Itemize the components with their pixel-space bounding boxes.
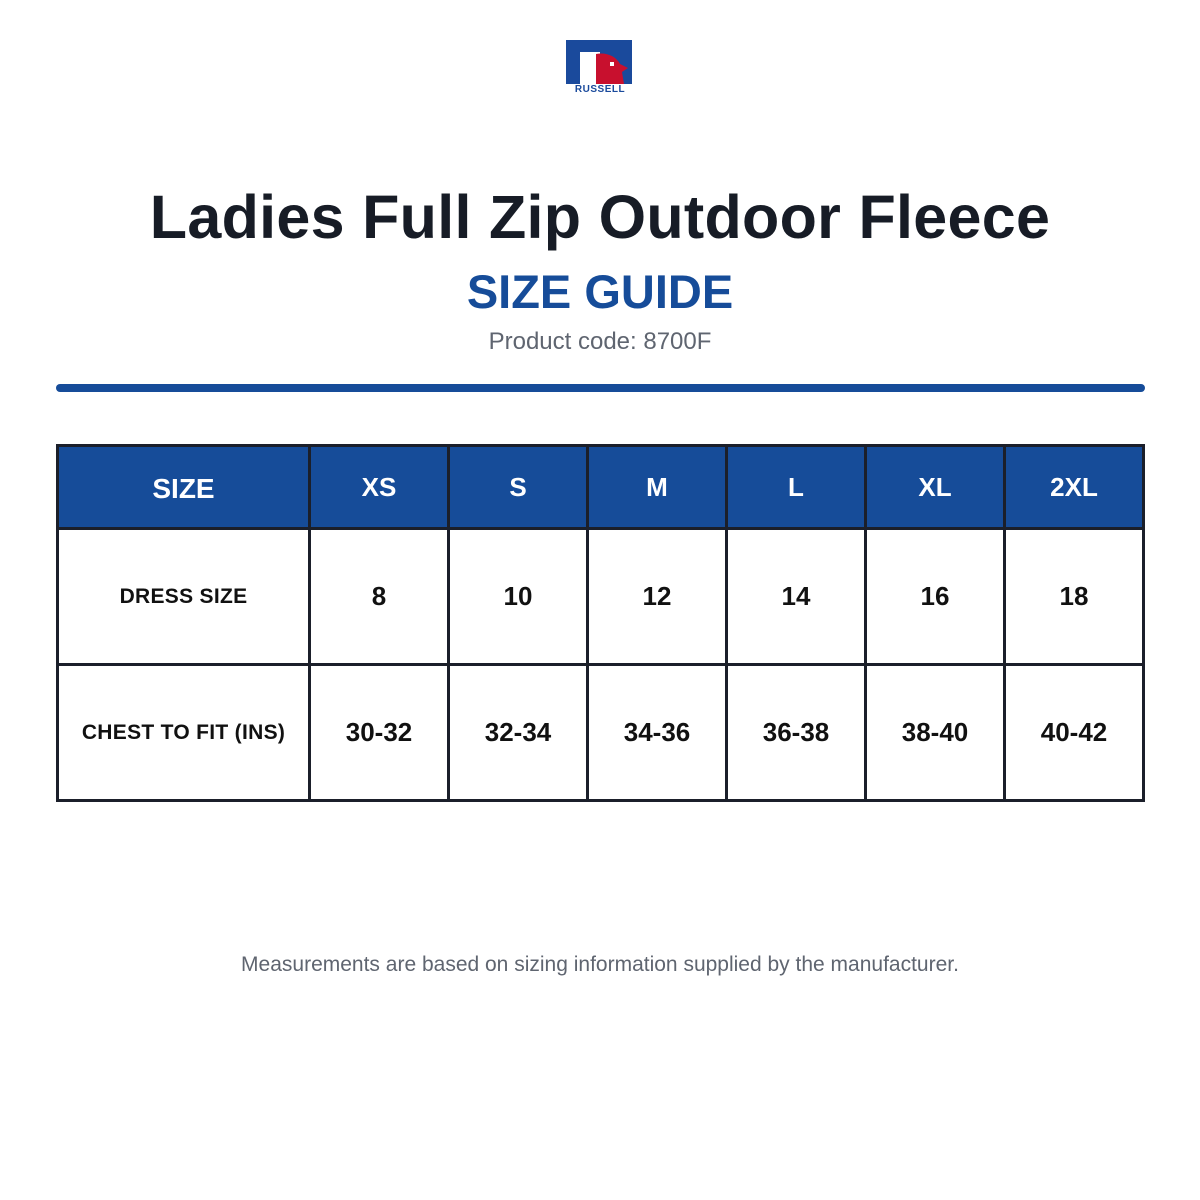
size-table <box>56 444 1145 802</box>
table-row <box>58 529 1144 665</box>
column-header: M <box>588 446 727 529</box>
brand-wordmark: RUSSELL <box>574 84 626 95</box>
table-cell: 30-32 <box>310 665 449 801</box>
table-cell: 36-38 <box>727 665 866 801</box>
table-cell: 14 <box>727 529 866 665</box>
table-row <box>58 665 1144 801</box>
table-cell: 8 <box>310 529 449 665</box>
table-cell: 16 <box>866 529 1005 665</box>
column-header: 2XL <box>1005 446 1144 529</box>
column-header: SIZE <box>58 446 310 529</box>
page-title: Ladies Full Zip Outdoor Fleece <box>149 183 1051 251</box>
column-header: XS <box>310 446 449 529</box>
page-subtitle: SIZE GUIDE <box>466 265 734 318</box>
product-code: Product code: 8700F <box>488 328 712 355</box>
table-header-row <box>58 446 1144 529</box>
row-label: DRESS SIZE <box>58 529 310 665</box>
russell-eagle-icon <box>566 40 636 86</box>
column-header: S <box>449 446 588 529</box>
row-label: CHEST TO FIT (INS) <box>58 665 310 801</box>
table-cell: 40-42 <box>1005 665 1144 801</box>
table-cell: 32-34 <box>449 665 588 801</box>
footnote: Measurements are based on sizing information supplied by the manufacturer. <box>241 953 959 976</box>
column-header: XL <box>866 446 1005 529</box>
table-cell: 18 <box>1005 529 1144 665</box>
table-cell: 38-40 <box>866 665 1005 801</box>
column-header: L <box>727 446 866 529</box>
table-cell: 34-36 <box>588 665 727 801</box>
table-cell: 12 <box>588 529 727 665</box>
divider <box>56 384 1145 392</box>
table-cell: 10 <box>449 529 588 665</box>
